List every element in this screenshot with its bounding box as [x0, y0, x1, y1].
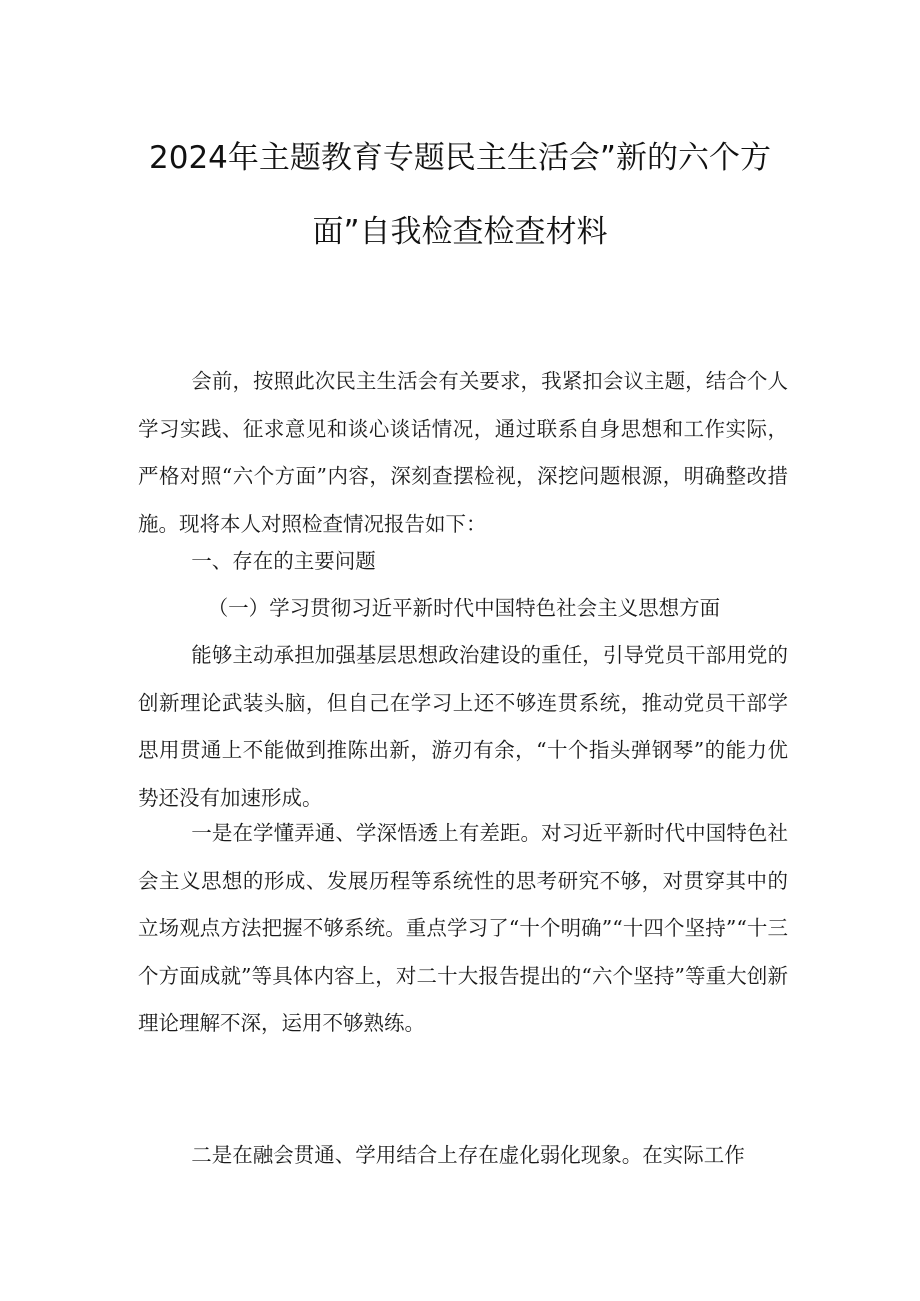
subsection-heading: （一）学习贯彻习近平新时代中国特色社会主义思想方面 — [207, 596, 721, 620]
document-title-line-1: 2024年主题教育专题民主生活会”新的六个方 — [149, 140, 771, 176]
body-paragraph: 二是在融会贯通、学用结合上存在虚化弱化现象。在实际工作 — [191, 1143, 745, 1167]
intro-paragraph: 会前，按照此次民主生活会有关要求，我紧扣会议主题，结合个人学习实践、征求意见和谈心谈话情况，通过联系自身思想和工作实际，严格对照“六个方面”内容，深刻查摆检视，深挖问题根源，明确整改措施。现将本人对照检查情况报告如下： — [138, 369, 788, 536]
section-heading: 一、存在的主要问题 — [191, 549, 376, 573]
body-paragraph: 一是在学懂弄通、学深悟透上有差距。对习近平新时代中国特色社会主义思想的形成、发展历程等系统性的思考研究不够，对贯穿其中的立场观点方法把握不够系统。重点学习了“十个明确”“十四个坚持”“十三个方面成就”等具体内容上，对二十大报告提出的“六个坚持”等重大创新理论理解不深，运用不够熟练。 — [138, 821, 788, 1035]
body-paragraph: 能够主动承担加强基层思想政治建设的重任，引导党员干部用党的创新理论武装头脑，但自己在学习上还不够连贯系统，推动党员干部学思用贯通上不能做到推陈出新，游刃有余，“十个指头弹钢琴”的能力优势还没有加速形成。 — [138, 643, 788, 810]
document-title-line-2: 面”自我检查检查材料 — [312, 214, 608, 250]
